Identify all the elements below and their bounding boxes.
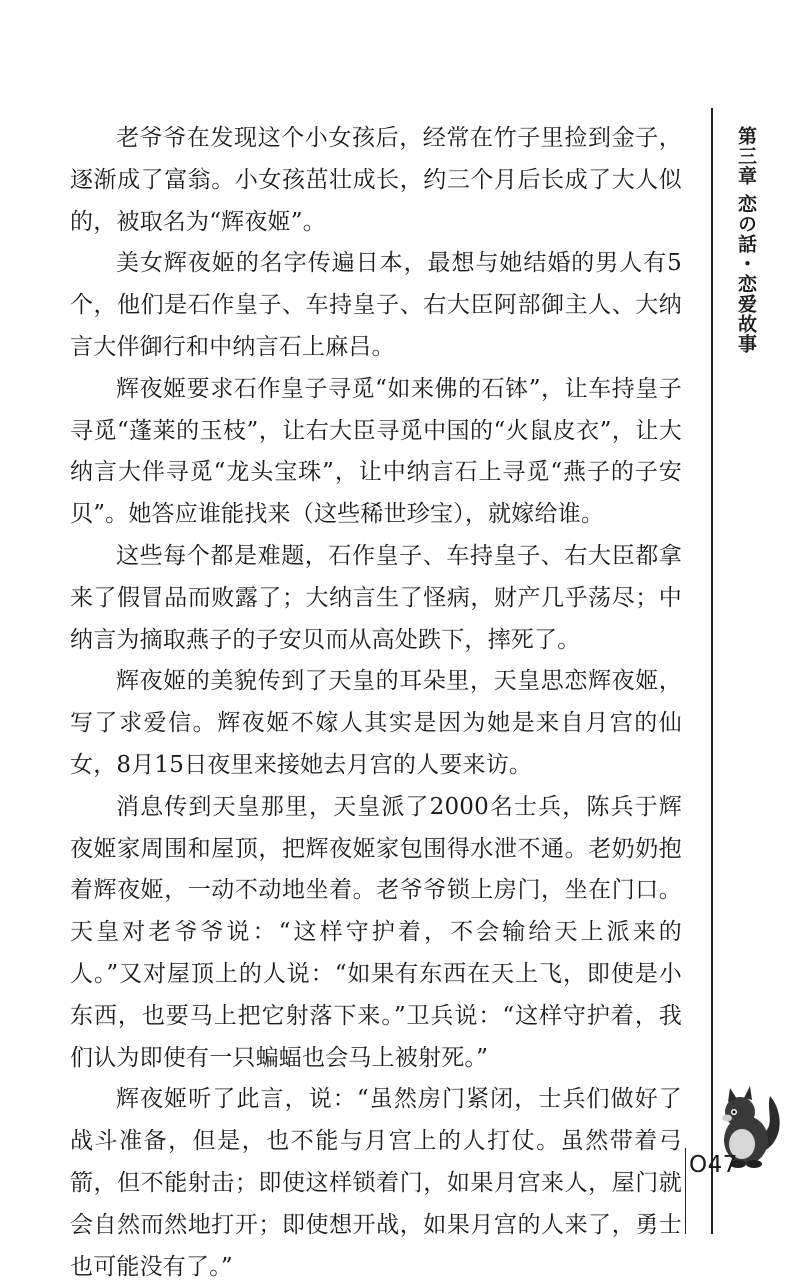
paragraph-2: 美女辉夜姬的名字传遍日本，最想与她结婚的男人有5个，他们是石作皇子、车持皇子、右大臣阿部御主人、大纳言大伴御行和中纳言石上麻吕。	[70, 250, 682, 360]
paragraph-5: 辉夜姬的美貌传到了天皇的耳朵里，天皇思恋辉夜姬，写了求爱信。辉夜姬不嫁人其实是因为她是来自月宫的仙女，8月15日夜里来接她去月宫的人要来访。	[70, 668, 682, 778]
paragraph-4: 这些每个都是难题，石作皇子、车持皇子、右大臣都拿来了假冒品而败露了；大纳言生了怪病，财产几乎荡尽；中纳言为摘取燕子的子安贝而从高处跌下，摔死了。	[70, 542, 682, 653]
body-text	[70, 118, 682, 1288]
page-number-divider	[685, 1148, 686, 1234]
sidebar-divider	[711, 108, 713, 1234]
paragraph-6: 消息传到天皇那里，天皇派了2000名士兵，陈兵于辉夜姬家周围和屋顶，把辉夜姬家包围得水泄不通。老奶奶抱着辉夜姬，一动不动地坐着。老爷爷锁上房门，坐在门口。天皇对老爷爷说：“这样守护着，不会输给天上派来的人。”又对屋顶上的人说：“如果有东西在天上飞，即使是小东西，也要马上把它射落下来。”卫兵说：“这样守护着，我们认为即使有一只蝙蝠也会马上被射死。”	[70, 793, 682, 1071]
paragraph-1: 老爷爷在发现这个小女孩后，经常在竹子里捡到金子，逐渐成了富翁。小女孩茁壮成长，约三个月后长成了大人似的，被取名为“辉夜姬”。	[70, 125, 682, 235]
chapter-header: 第三章 恋の話・恋爱故事	[735, 126, 757, 354]
page-number: O47	[689, 1152, 738, 1178]
paragraph-3: 辉夜姬要求石作皇子寻觅“如来佛的石钵”，让车持皇子寻觅“蓬莱的玉枝”，让右大臣寻觅中国的“火鼠皮衣”，让大纳言大伴寻觅“龙头宝珠”，让中纳言石上寻觅“燕子的子安贝”。她答应谁能找来（这些稀世珍宝），就嫁给谁。	[70, 375, 682, 528]
paragraph-7: 辉夜姬听了此言，说：“虽然房门紧闭，士兵们做好了战斗准备，但是，也不能与月宫上的人打仗。虽然带着弓箭，但不能射击；即使这样锁着门，如果月宫来人，屋门就会自然而然地打开；即使想开战，如果月宫的人来了，勇士也可能没有了。”	[70, 1086, 682, 1280]
